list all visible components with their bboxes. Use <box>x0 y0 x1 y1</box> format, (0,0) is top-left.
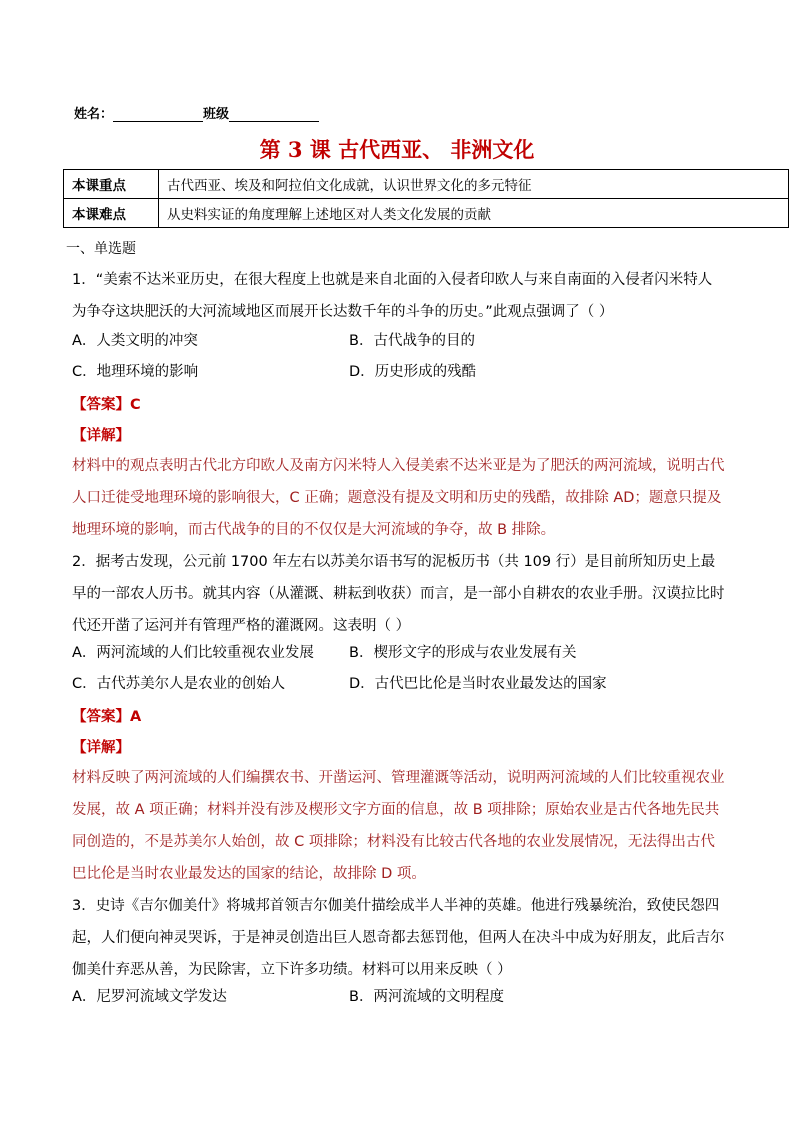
question-1-stem: 1．“美索不达米亚历史，在很大程度上也就是来自北面的入侵者印欧人与来自南面的入侵者闪米特人为争夺这块肥沃的大河流域地区而展开长达数千年的斗争的历史。”此观点强调了（ ） <box>72 272 713 320</box>
question-1-options-row-2 <box>72 360 732 384</box>
question-1-answer <box>72 393 141 414</box>
answer-value: A <box>130 709 142 725</box>
option-b[interactable]: B．两河流域的文明程度 <box>349 989 504 1005</box>
option-c[interactable]: C．地理环境的影响 <box>72 364 199 380</box>
key-points-table <box>63 169 789 228</box>
question-2-detail-label: 【详解】 <box>72 740 130 756</box>
option-c[interactable]: C．古代苏美尔人是农业的创始人 <box>72 676 286 692</box>
key-label: 本课重点 <box>64 170 159 199</box>
option-b[interactable]: B．楔形文字的形成与农业发展有关 <box>349 645 577 661</box>
answer-label: 【答案】 <box>72 709 130 725</box>
table-row <box>64 199 789 228</box>
difficulty-label: 本课难点 <box>64 199 159 228</box>
question-3-options-row-1 <box>72 985 732 1009</box>
question-3-stem: 3．史诗《吉尔伽美什》将城邦首领吉尔伽美什描绘成半人半神的英雄。他进行残暴统治，致使民怨四起，人们便向神灵哭诉，于是神灵创造出巨人恩奇都去惩罚他，但两人在决斗中成为好朋友，此后吉尔伽美什弃恶从善，为民除害，立下许多功绩。材料可以用来反映（ ） <box>72 898 725 978</box>
option-a[interactable]: A．两河流域的人们比较重视农业发展 <box>72 645 314 661</box>
name-class-row <box>74 103 319 122</box>
option-b[interactable]: B．古代战争的目的 <box>349 333 475 349</box>
key-content: 古代西亚、埃及和阿拉伯文化成就，认识世界文化的多元特征 <box>159 170 789 199</box>
answer-value: C <box>130 397 141 413</box>
question-2-options-row-1 <box>72 641 732 665</box>
page-title: 第 3 课 古代西亚、 非洲文化 <box>259 137 535 162</box>
question-1-options-row-1 <box>72 329 732 353</box>
question-2-explanation: 材料反映了两河流域的人们编撰农书、开凿运河、管理灌溉等活动，说明两河流域的人们比较重视农业发展，故 A 项正确；材料并没有涉及楔形文字方面的信息，故 B 项排除；原始农业是古代各地先民共同创造的，不是苏美尔人始创，故 C 项排除；材料没有比较古代各地的农业发展情况，无法得出古代巴比伦是当时农业最发达的国家的结论，故排除 D 项。 <box>72 770 725 882</box>
option-d[interactable]: D．历史形成的残酷 <box>349 364 477 380</box>
option-a[interactable]: A．人类文明的冲突 <box>72 333 198 349</box>
table-row <box>64 170 789 199</box>
option-d[interactable]: D．古代巴比伦是当时农业最发达的国家 <box>349 676 607 692</box>
answer-label: 【答案】 <box>72 397 130 413</box>
question-2-stem: 2．据考古发现，公元前 1700 年左右以苏美尔语书写的泥板历书（共 109 行）是目前所知历史上最早的一部农人历书。就其内容（从灌溉、耕耘到收获）而言，是一部小自耕农的农业手册。汉谟拉比时代还开凿了运河并有管理严格的灌溉网。这表明（ ） <box>72 554 725 634</box>
difficulty-content: 从史料实证的角度理解上述地区对人类文化发展的贡献 <box>159 199 789 228</box>
name-label: 姓名： <box>74 107 114 122</box>
question-1-detail-label: 【详解】 <box>72 428 130 444</box>
class-label: 班级 <box>203 107 230 122</box>
question-1-explanation: 材料中的观点表明古代北方印欧人及南方闪米特人入侵美索不达米亚是为了肥沃的两河流域，说明古代人口迁徙受地理环境的影响很大，C 正确；题意没有提及文明和历史的残酷，故排除 AD；题意只提及地理环境的影响，而古代战争的目的不仅仅是大河流域的争夺，故 B 排除。 <box>72 458 725 538</box>
option-a[interactable]: A．尼罗河流域文学发达 <box>72 989 227 1005</box>
class-blank[interactable] <box>229 107 319 122</box>
name-blank[interactable] <box>113 107 203 122</box>
question-2-answer <box>72 705 141 726</box>
section-title: 一、单选题 <box>66 241 136 257</box>
question-2-options-row-2 <box>72 672 732 696</box>
